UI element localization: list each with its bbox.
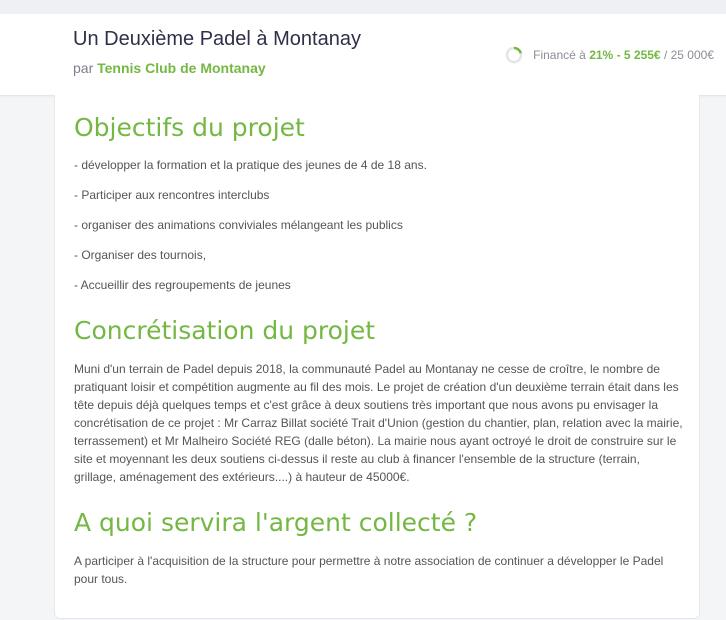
project-byline <box>73 60 266 76</box>
club-link[interactable]: Tennis Club de Montanay <box>97 60 266 76</box>
objectif-item: - organiser des animations conviviales mélangeant les publics <box>74 218 403 232</box>
objectif-item: - Participer aux rencontres interclubs <box>74 188 270 202</box>
funding-separator: - <box>616 48 621 62</box>
argent-heading: A quoi servira l'argent collecté ? <box>74 508 478 537</box>
funding-progress-ring <box>505 46 523 64</box>
objectif-item: - développer la formation et la pratique des jeunes de 4 de 18 ans. <box>74 158 427 172</box>
funding-status <box>505 46 714 64</box>
funding-prefix: Financé à <box>533 48 586 62</box>
project-title: Un Deuxième Padel à Montanay <box>73 28 361 50</box>
argent-text: A participer à l'acquisition de la structure pour permettre à notre association de continuer a développer le Padel pour tous. <box>74 554 664 586</box>
top-strip <box>0 0 726 14</box>
funding-amount: 5 255€ <box>623 48 661 62</box>
funding-percent: 21% <box>589 48 614 62</box>
project-description-card <box>54 95 700 619</box>
project-header <box>0 14 726 96</box>
funding-goal: / 25 000€ <box>663 48 714 62</box>
concretisation-text: Muni d'un terrain de Padel depuis 2018, la communauté Padel au Montanay ne cesse de croître, le nombre de pratiquant loisir et compétition augmente au fil des mois. Le projet de création d'un deuxième terrain était dans les tête depuis déjà quelques temps et c'est grâce à deux soutiens très important que nous avons pu envisager la concrétisation de ce projet : Mr Carraz Billat société Trait d'Union (gestion du chantier, plan, relation avec la mairie, terrassement) et Mr Malheiro Société REG (dalle béton). La mairie nous ayant octroyé le droit de construire sur le site et moyennant les deux soutiens ci-dessus il reste au club à financer l'ensemble de la structure (terrain, grillage, aménagement des extérieurs....) à hauteur de 45000€. <box>74 362 683 484</box>
objectif-item: - Organiser des tournois, <box>74 248 207 262</box>
concretisation-heading: Concrétisation du projet <box>74 316 376 345</box>
objectifs-heading: Objectifs du projet <box>74 113 305 142</box>
objectif-item: - Accueillir des regroupements de jeunes <box>74 278 291 292</box>
by-label: par <box>73 60 94 76</box>
